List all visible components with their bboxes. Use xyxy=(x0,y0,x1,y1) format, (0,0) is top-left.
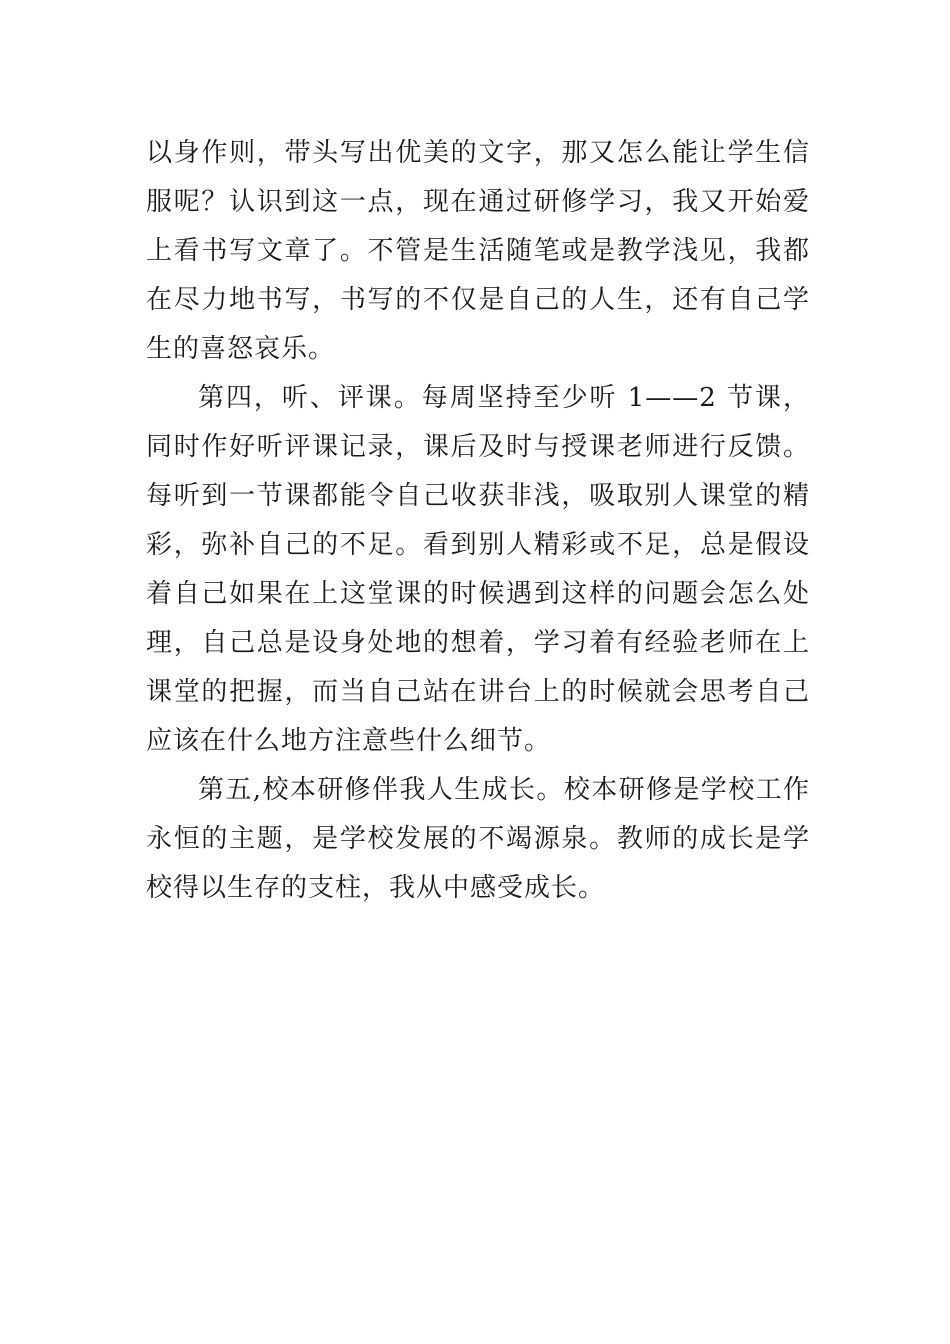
paragraph-listening-evaluating: 第四，听、评课。每周坚持至少听 1——2 节课，同时作好听评课记录，课后及时与授课老师进行反馈。每听到一节课都能令自己收获非浅，吸取别人课堂的精彩，弥补自己的不足。看到别人精彩或不足，总是假设着自己如果在上这堂课的时候遇到这样的问题会怎么处理，自己总是设身处地的想着，学习着有经验老师在上课堂的把握，而当自己站在讲台上的时候就会思考自己应该在什么地方注意些什么细节。 xyxy=(146,383,810,756)
paragraph-school-research: 第五,校本研修伴我人生成长。校本研修是学校工作永恒的主题，是学校发展的不竭源泉。教师的成长是学校得以生存的支柱，我从中感受成长。 xyxy=(146,775,810,903)
paragraph-continuation: 以身作则，带头写出优美的文字，那又怎么能让学生信服呢？认识到这一点，现在通过研修学习，我又开始爱上看书写文章了。不管是生活随笔或是教学浅见，我都在尽力地书写，书写的不仅是自己的人生，还有自己学生的喜怒哀乐。 xyxy=(146,138,810,364)
document-body xyxy=(146,129,810,913)
